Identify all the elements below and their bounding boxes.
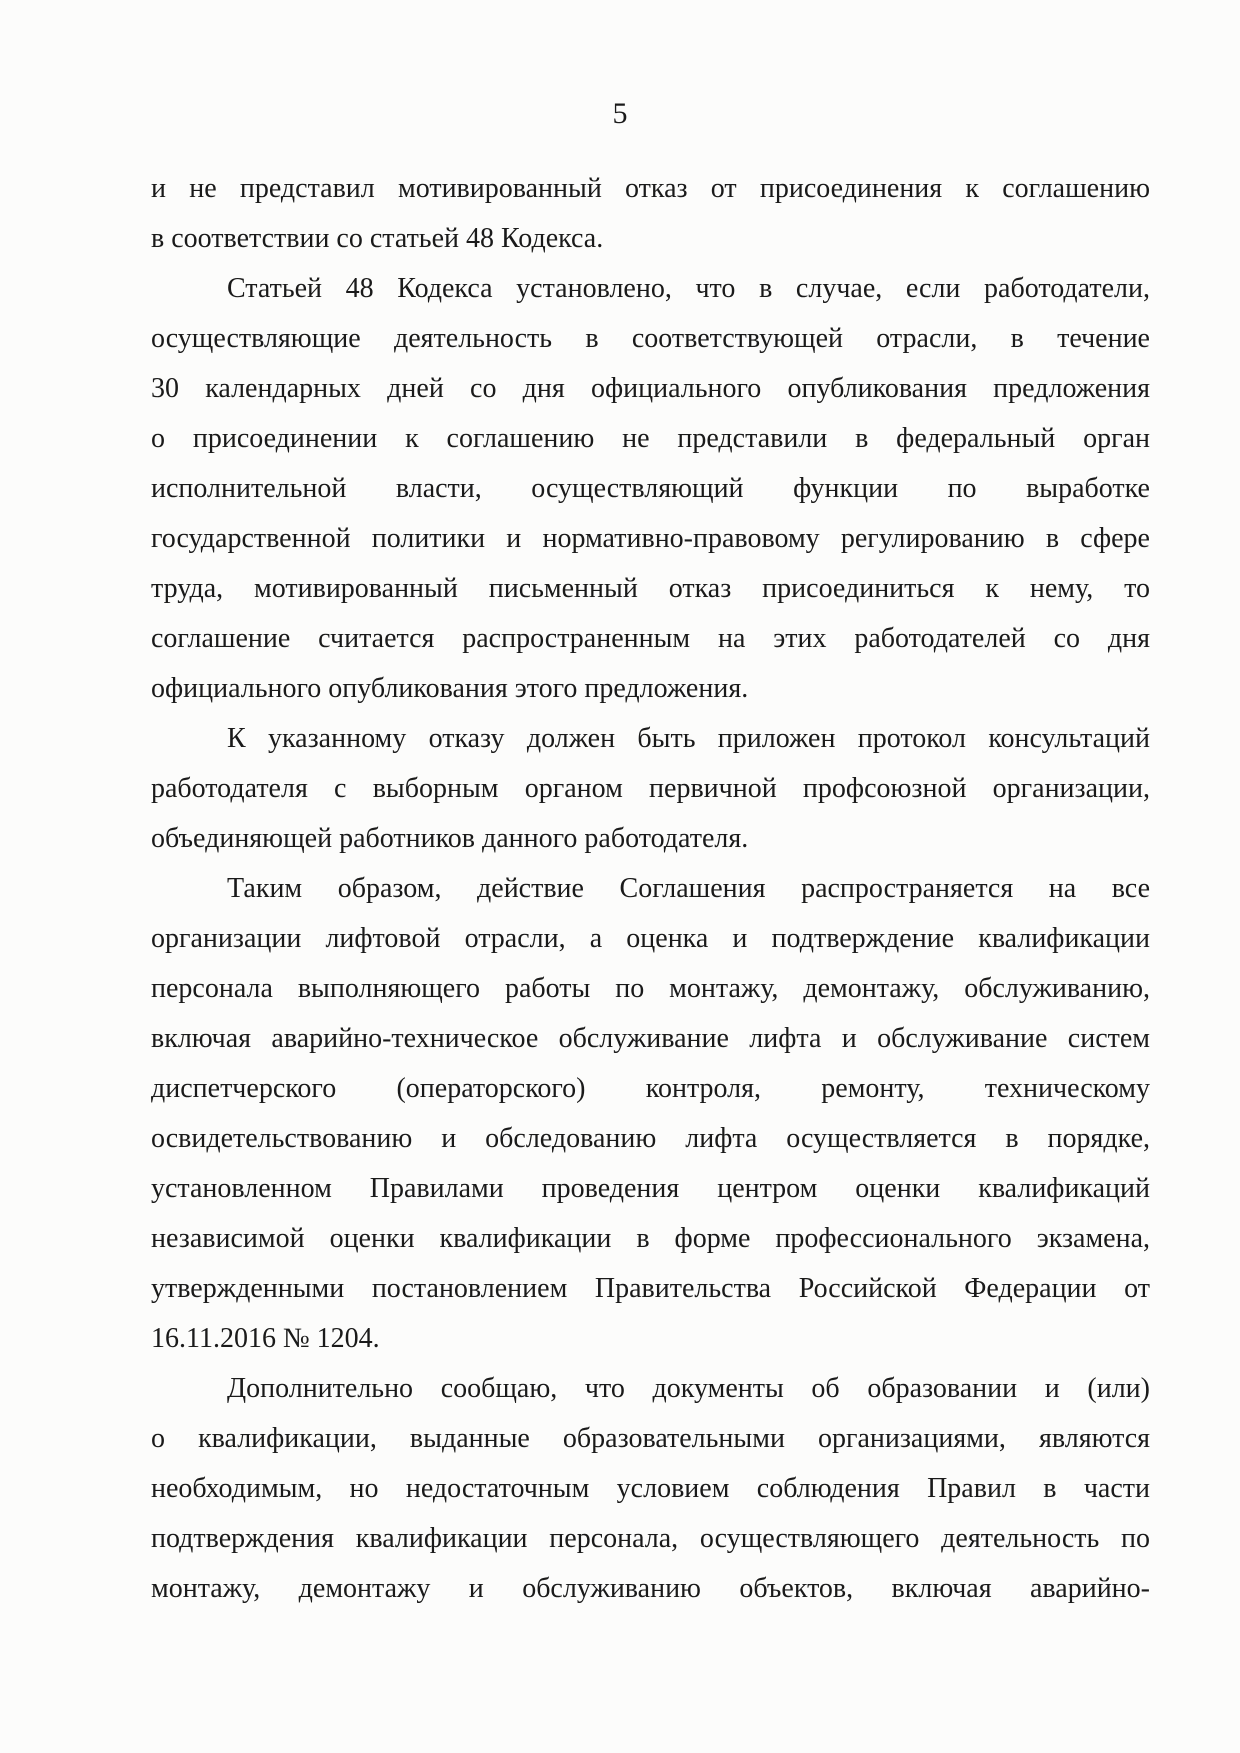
text-line: установленном Правилами проведения центром оценки квалификаций (151, 1173, 1150, 1204)
text-line: включая аварийно-техническое обслуживание лифта и обслуживание систем (151, 1023, 1150, 1054)
paragraph (151, 164, 1150, 264)
page-number: 5 (612, 97, 628, 130)
text-line: государственной политики и нормативно-правовому регулированию в сфере (151, 523, 1150, 554)
text-line: 16.11.2016 № 1204. (151, 1323, 380, 1354)
paragraph (151, 264, 1150, 714)
text-line: в соответствии со статьей 48 Кодекса. (151, 223, 604, 254)
text-line: Статьей 48 Кодекса установлено, что в случае, если работодатели, (227, 273, 1150, 304)
text-line: осуществляющие деятельность в соответствующей отрасли, в течение (151, 323, 1150, 354)
text-line: диспетчерского (операторского) контроля, ремонту, техническому (151, 1073, 1150, 1104)
text-line: работодателя с выборным органом первичной профсоюзной организации, (151, 773, 1150, 804)
text-line: утвержденными постановлением Правительства Российской Федерации от (151, 1273, 1150, 1304)
text-line: освидетельствованию и обследованию лифта осуществляется в порядке, (151, 1123, 1150, 1154)
text-line: исполнительной власти, осуществляющий функции по выработке (151, 473, 1150, 504)
paragraph (151, 714, 1150, 864)
paragraph (151, 1364, 1150, 1614)
text-line: труда, мотивированный письменный отказ присоединиться к нему, то (151, 573, 1150, 604)
text-line: соглашение считается распространенным на этих работодателей со дня (151, 623, 1150, 654)
letter-body (151, 164, 1150, 1614)
text-line: и не представил мотивированный отказ от присоединения к соглашению (151, 173, 1150, 204)
text-line: персонала выполняющего работы по монтажу, демонтажу, обслуживанию, (151, 973, 1150, 1004)
text-line: объединяющей работников данного работодателя. (151, 823, 749, 854)
text-line: подтверждения квалификации персонала, осуществляющего деятельность по (151, 1523, 1150, 1554)
text-line: 30 календарных дней со дня официального опубликования предложения (151, 373, 1150, 404)
text-line: о присоединении к соглашению не представили в федеральный орган (151, 423, 1150, 454)
text-line: Дополнительно сообщаю, что документы об образовании и (или) (227, 1373, 1150, 1404)
text-line: необходимым, но недостаточным условием соблюдения Правил в части (151, 1473, 1150, 1504)
text-line: организации лифтовой отрасли, а оценка и подтверждение квалификации (151, 923, 1150, 954)
text-line: монтажу, демонтажу и обслуживанию объектов, включая аварийно- (151, 1573, 1150, 1604)
text-line: о квалификации, выданные образовательными организациями, являются (151, 1423, 1150, 1454)
text-line: Таким образом, действие Соглашения распространяется на все (227, 873, 1150, 904)
paragraph (151, 864, 1150, 1364)
text-line: независимой оценки квалификации в форме профессионального экзамена, (151, 1223, 1150, 1254)
text-line: официального опубликования этого предложения. (151, 673, 749, 704)
text-line: К указанному отказу должен быть приложен протокол консультаций (227, 723, 1150, 754)
